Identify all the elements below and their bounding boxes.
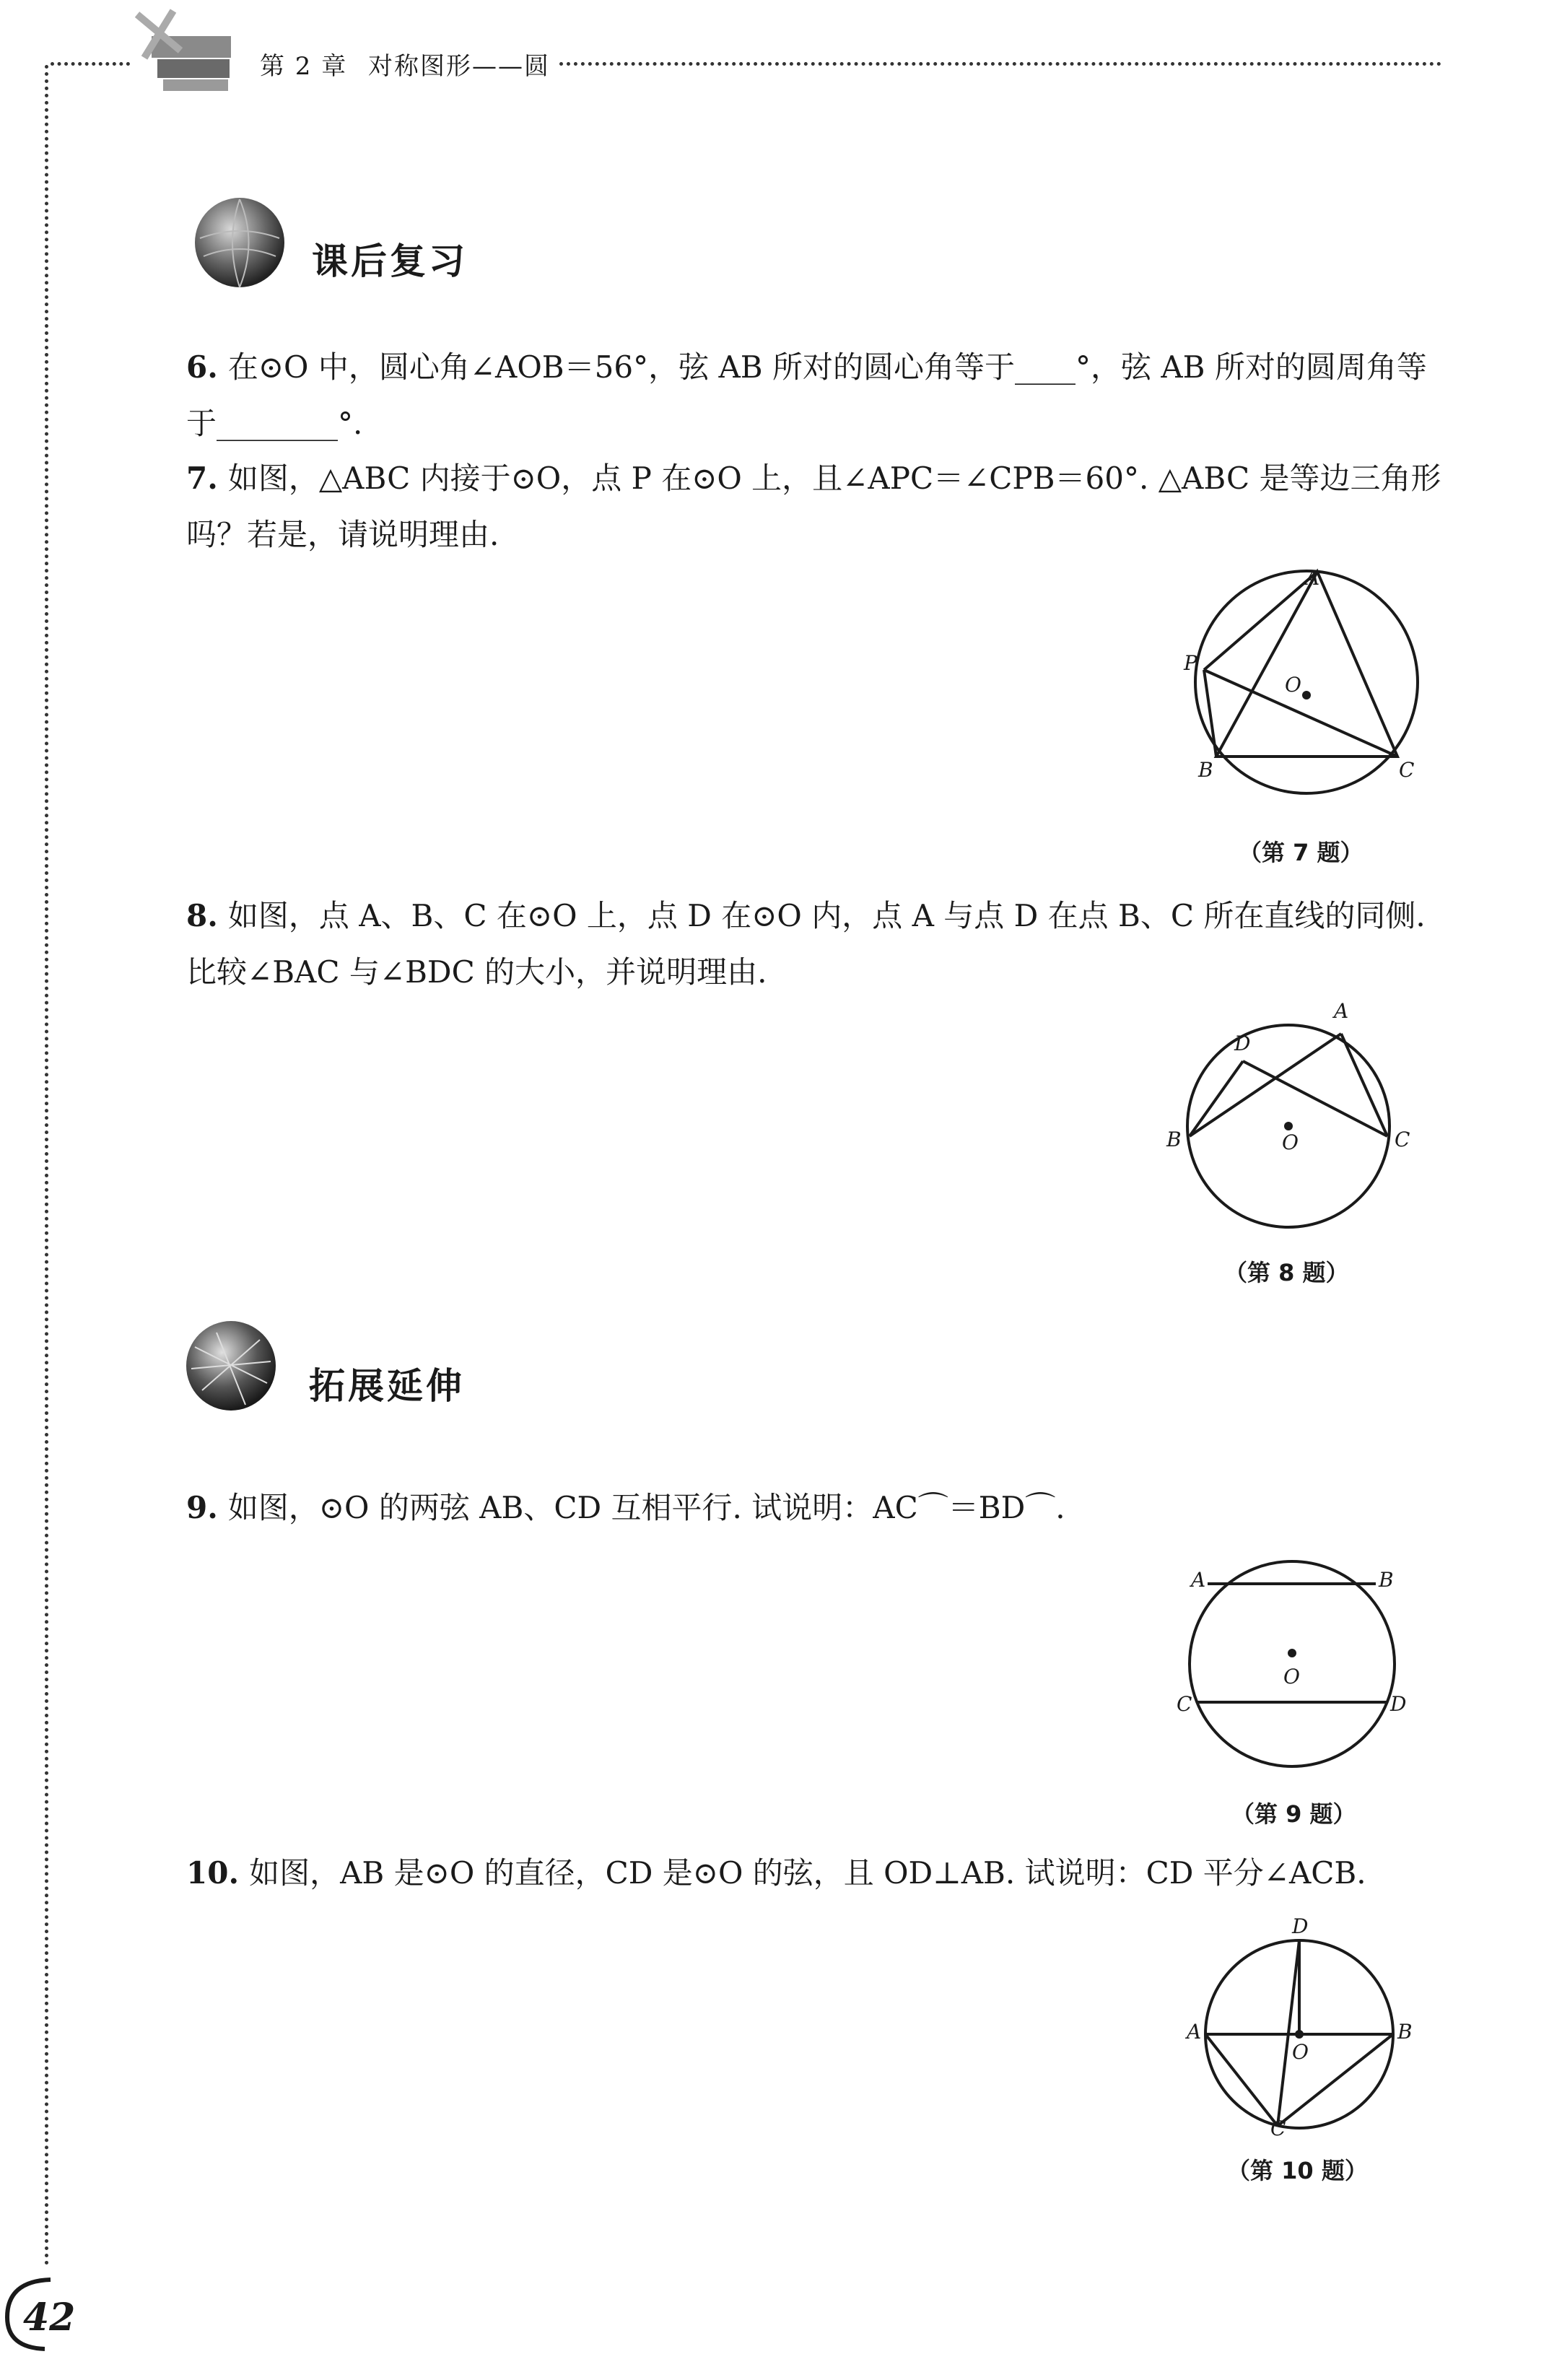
- chapter-label: 第 2 章: [260, 52, 348, 81]
- figure-7-caption: （第 7 题）: [1239, 839, 1364, 866]
- header-rule-right: [559, 62, 1441, 66]
- figure-8-caption: （第 8 题）: [1224, 1259, 1349, 1286]
- label-b: B: [1198, 758, 1213, 782]
- figure-9-caption: （第 9 题）: [1231, 1800, 1356, 1828]
- problem-8: [186, 888, 1442, 1001]
- globe-icon: [180, 1318, 282, 1422]
- label-o: O: [1285, 673, 1301, 697]
- problem-number: 9.: [186, 1490, 218, 1525]
- problem-number: 7.: [186, 461, 218, 496]
- problem-text: 如图，AB 是⊙O 的直径，CD 是⊙O 的弦，且 OD⊥AB. 试说明：CD 平分∠ACB.: [249, 1855, 1366, 1891]
- label-p: P: [1184, 651, 1197, 675]
- label-b: B: [1379, 1568, 1394, 1592]
- problem-text: 如图，⊙O 的两弦 AB、CD 互相平行. 试说明：AC⌒＝BD⌒.: [227, 1490, 1065, 1525]
- label-c: C: [1395, 1128, 1410, 1151]
- label-a: A: [1305, 566, 1320, 590]
- problem-text: 如图，△ABC 内接于⊙O，点 P 在⊙O 上，且∠APC＝∠CPB＝60°. △ABC 是等边三角形吗？若是，请说明理由.: [186, 461, 1441, 552]
- problem-9: [186, 1480, 1442, 1536]
- label-o: O: [1283, 1665, 1300, 1688]
- label-c: C: [1270, 2117, 1286, 2137]
- globe-icon: [189, 195, 290, 299]
- problem-text: 在⊙O 中，圆心角∠AOB＝56°，弦 AB 所对的圆心角等于____°，弦 AB 所对的圆周角等于________°.: [186, 349, 1427, 441]
- label-d: D: [1390, 1692, 1407, 1716]
- chapter-title: 对称图形——圆: [368, 52, 550, 81]
- label-o: O: [1282, 1130, 1299, 1154]
- header-decoration: [130, 7, 245, 94]
- figure-10-caption: （第 10 题）: [1227, 2157, 1368, 2184]
- label-c: C: [1177, 1692, 1192, 1716]
- figure-10: [1169, 1906, 1415, 2140]
- figure-9: [1162, 1545, 1422, 1786]
- label-d: D: [1292, 1914, 1309, 1938]
- left-margin-rule: [45, 65, 48, 2267]
- problem-7: [186, 450, 1442, 563]
- page-number: 42: [23, 2296, 76, 2340]
- figure-7: [1169, 563, 1429, 811]
- figure-8: [1155, 996, 1415, 1245]
- problem-6: [186, 339, 1442, 452]
- section-title-extension: 拓展延伸: [309, 1365, 465, 1407]
- label-d: D: [1234, 1032, 1251, 1055]
- header-rule-left: [51, 62, 130, 66]
- problem-10: [186, 1845, 1442, 1901]
- label-c: C: [1399, 758, 1415, 782]
- section-title-review: 课后复习: [312, 240, 468, 282]
- problem-text: 如图，点 A、B、C 在⊙O 上，点 D 在⊙O 内，点 A 与点 D 在点 B、C 所在直线的同侧. 比较∠BAC 与∠BDC 的大小，并说明理由.: [186, 898, 1426, 990]
- problem-number: 10.: [186, 1855, 240, 1891]
- problem-number: 8.: [186, 898, 218, 933]
- problem-number: 6.: [186, 349, 218, 385]
- label-a: A: [1191, 1568, 1206, 1592]
- label-b: B: [1166, 1128, 1182, 1151]
- label-b: B: [1397, 2020, 1413, 2044]
- label-a: A: [1187, 2020, 1202, 2044]
- label-a: A: [1334, 999, 1349, 1023]
- label-o: O: [1292, 2040, 1309, 2064]
